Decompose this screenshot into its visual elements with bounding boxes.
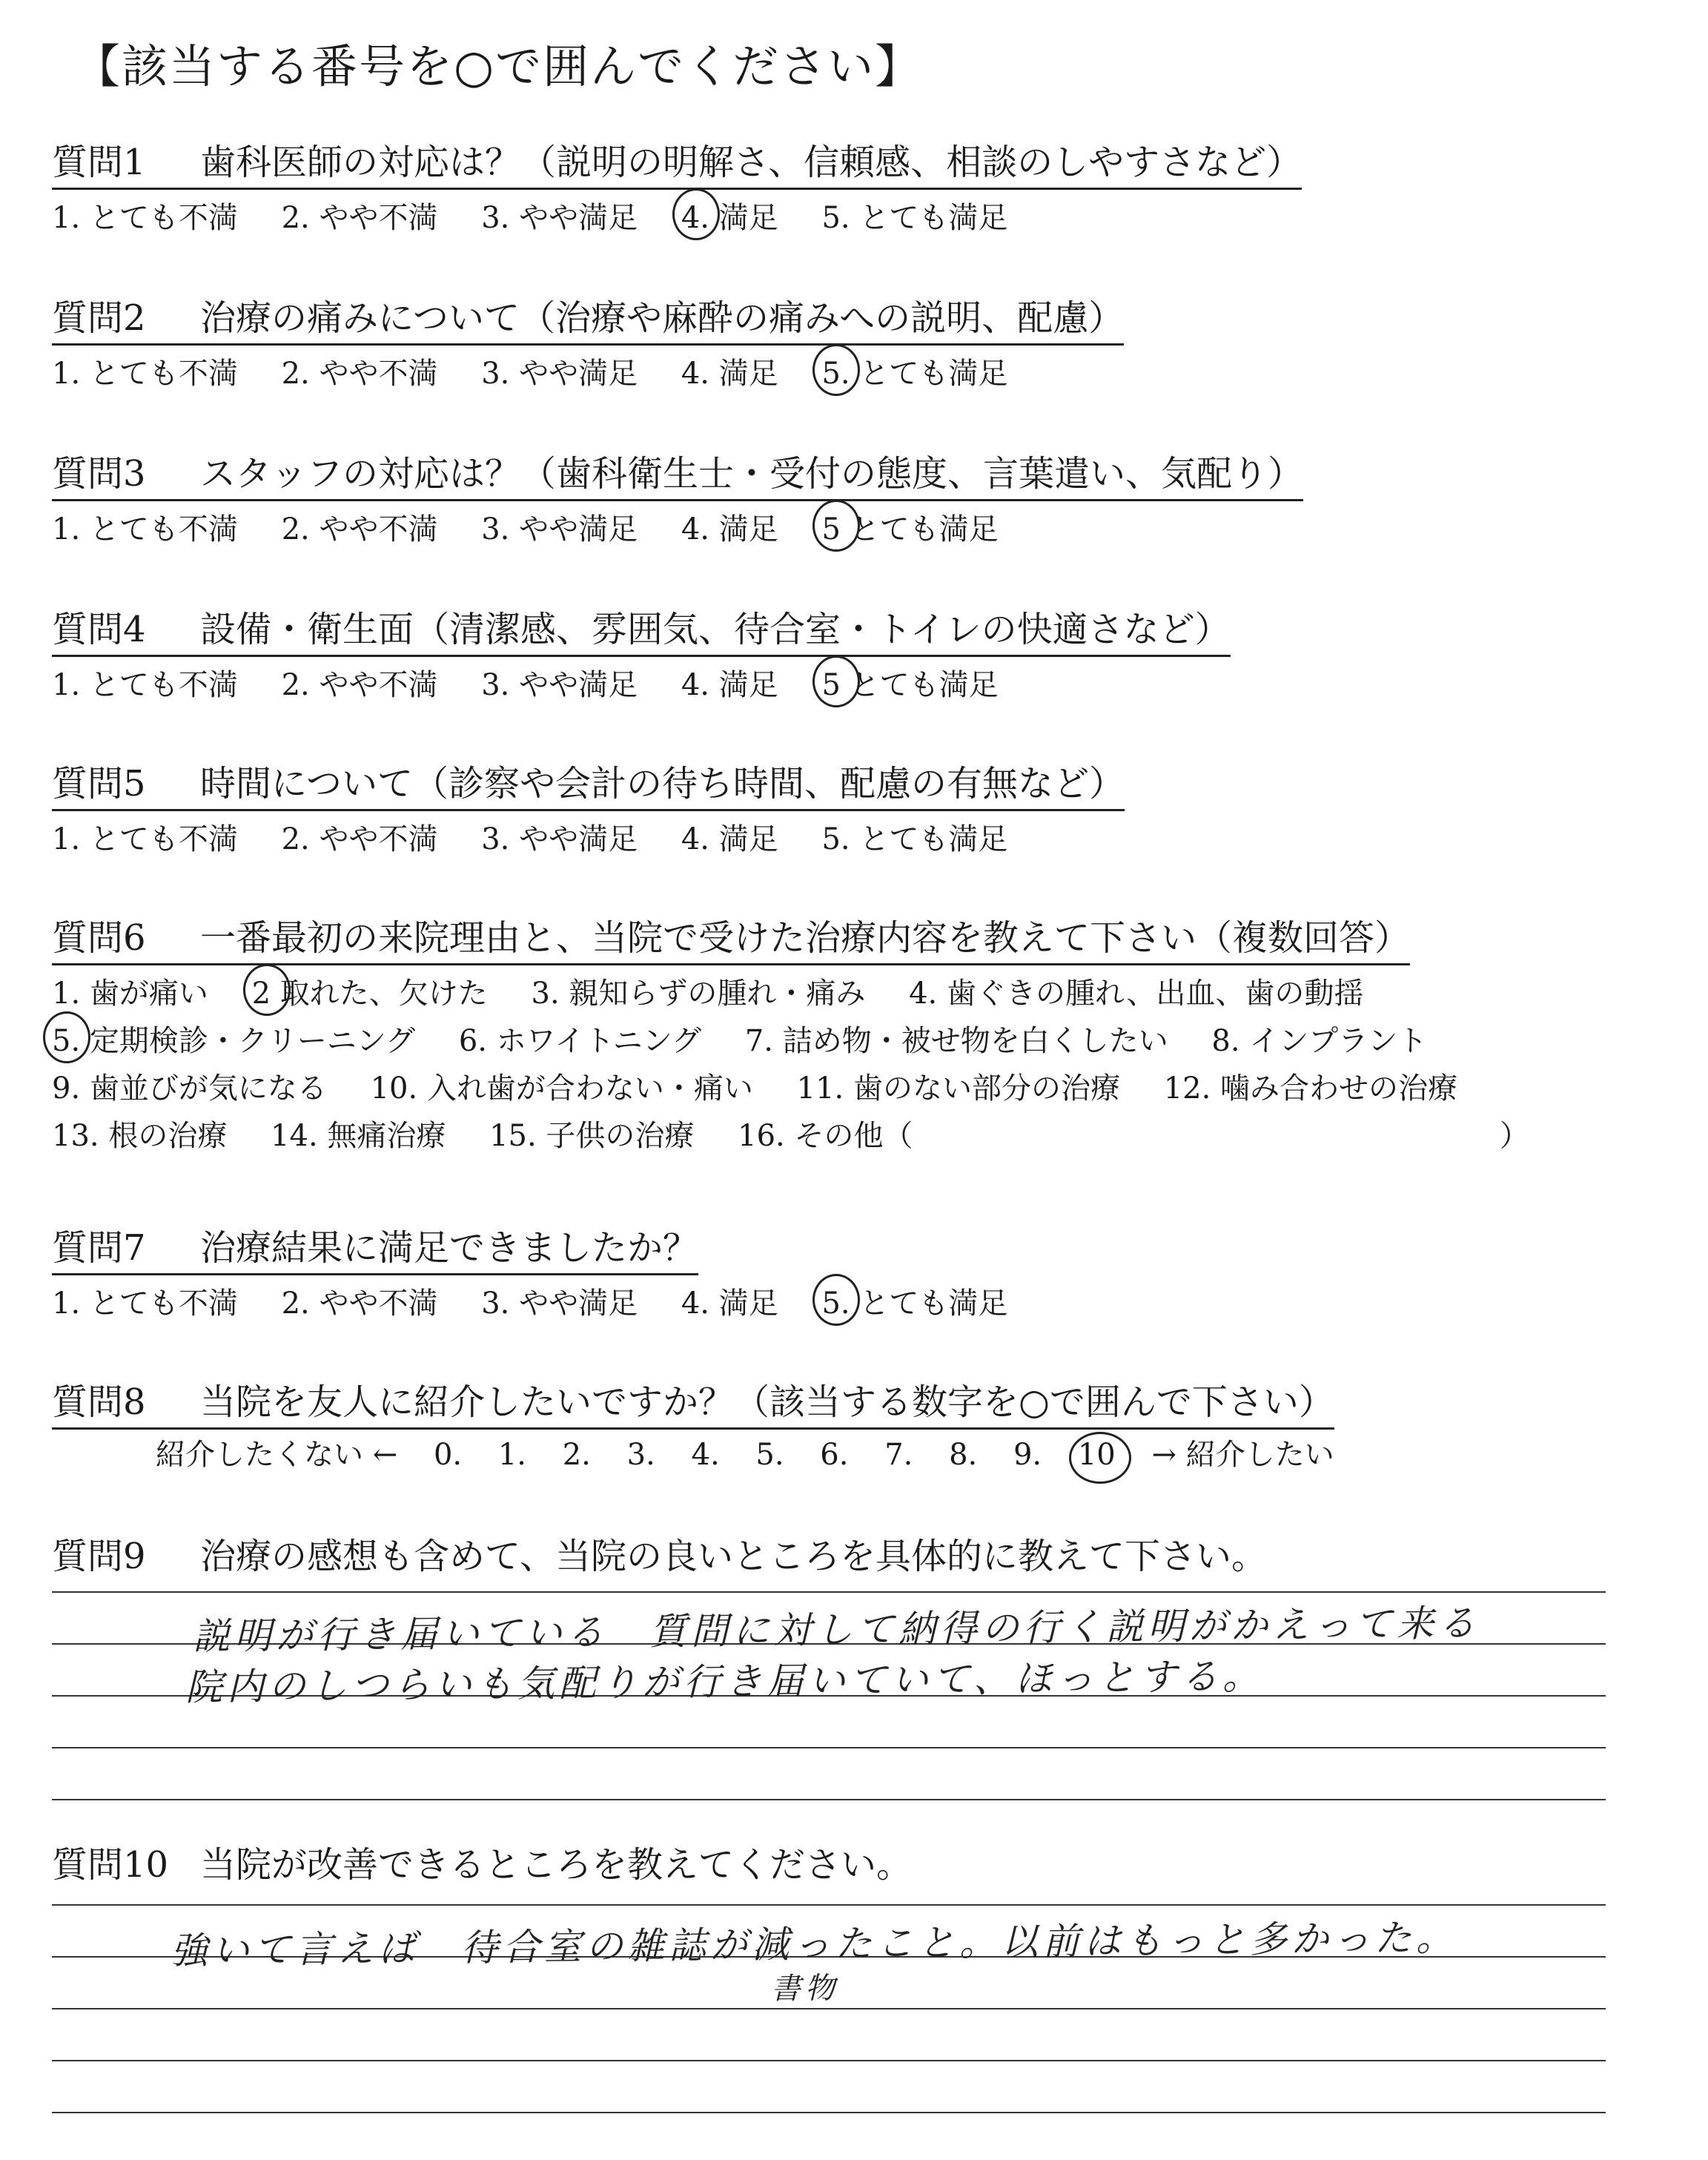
q8-scale-4[interactable]: 4. (691, 1438, 720, 1472)
q4-options (52, 661, 1033, 704)
q1-text: 歯科医師の対応は？（説明の明解さ、信頼感、相談のしやすさなど） (200, 142, 1302, 183)
question-7 (52, 1219, 698, 1275)
q3-option-5-circled[interactable]: 5 とても満足 (821, 506, 998, 548)
q8-scale-10-circled[interactable]: 10 (1077, 1438, 1116, 1472)
q8-scale-left-label: 紹介したくない ← (156, 1438, 398, 1472)
q9-text: 治療の感想も含めて、当院の良いところを具体的に教えて下さい。 (200, 1536, 1268, 1577)
q5-option-5[interactable]: 5. とても満足 (821, 822, 1008, 856)
q5-option-2[interactable]: 2. やや不満 (281, 822, 438, 856)
q7-option-5-circled[interactable]: 5. とても満足 (821, 1280, 1007, 1322)
q7-option-4[interactable]: 4. 満足 (681, 1287, 778, 1321)
q2-option-4[interactable]: 4. 満足 (681, 357, 778, 391)
q8-scale-3[interactable]: 3. (626, 1438, 655, 1472)
q8-scale-8[interactable]: 8. (949, 1438, 978, 1472)
q8-scale (156, 1431, 1361, 1473)
q3-options (52, 506, 1033, 548)
q8-scale-1[interactable]: 1. (497, 1438, 527, 1472)
q8-text: 当院を友人に紹介したいですか？（該当する数字を○で囲んで下さい） (200, 1381, 1334, 1423)
q9-handwritten-answer-line-2[interactable]: 院内のしつらいも気配りが行き届いていて、ほっとする。 (185, 1654, 1265, 1709)
q3-option-3[interactable]: 3. やや満足 (481, 512, 638, 546)
q6-option-1[interactable]: 1. 歯が痛い (52, 977, 208, 1011)
q6-option-10[interactable]: 10. 入れ歯が合わない・痛い (370, 1071, 753, 1106)
q6-option-7[interactable]: 7. 詰め物・被せ物を白くしたい (744, 1024, 1168, 1058)
q9-handwritten-answer-line-1[interactable]: 説明が行き届いている 質問に対して納得の行く説明がかえって来る (192, 1601, 1480, 1659)
q4-option-2[interactable]: 2. やや不満 (281, 668, 438, 702)
q1-label: 質問1 (52, 142, 146, 183)
q6-option-12[interactable]: 12. 噛み合わせの治療 (1163, 1071, 1458, 1106)
q6-option-11[interactable]: 11. 歯のない部分の治療 (796, 1071, 1120, 1106)
q6-option-5-circled[interactable]: 5. 定期検診・クリーニング (52, 1017, 415, 1060)
q1-option-2[interactable]: 2. やや不満 (281, 201, 438, 235)
q7-option-2[interactable]: 2. やや不満 (281, 1287, 438, 1321)
q9-ruled-line (52, 1747, 1606, 1748)
q2-options (52, 350, 1042, 392)
q4-label: 質問4 (52, 609, 146, 650)
q1-options (52, 194, 1042, 237)
question-6 (52, 909, 1410, 965)
q10-handwritten-answer[interactable]: 強いて言えば 待合室の雑誌が減ったこと。以前はもっと多かった。 (170, 1915, 1458, 1973)
q5-option-4[interactable]: 4. 満足 (681, 822, 778, 856)
q6-option-13[interactable]: 13. 根の治療 (52, 1119, 228, 1153)
q4-option-3[interactable]: 3. やや満足 (481, 668, 638, 702)
question-10 (52, 1836, 912, 1887)
question-9 (52, 1527, 1267, 1579)
q5-label: 質問5 (52, 763, 146, 805)
q1-option-5[interactable]: 5. とても満足 (821, 201, 1008, 235)
q3-label: 質問3 (52, 453, 146, 495)
q6-option-2-circled[interactable]: 2 取れた、欠けた (252, 970, 488, 1012)
q8-scale-5[interactable]: 5. (755, 1438, 784, 1472)
q7-options (52, 1280, 1042, 1322)
q6-option-4[interactable]: 4. 歯ぐきの腫れ、出血、歯の動揺 (909, 977, 1364, 1011)
q2-label: 質問2 (52, 297, 146, 339)
q3-option-2[interactable]: 2. やや不満 (281, 512, 438, 546)
question-2 (52, 289, 1124, 346)
q6-option-8[interactable]: 8. インプラント (1211, 1024, 1428, 1058)
question-5 (52, 755, 1125, 811)
q7-text: 治療結果に満足できましたか？ (200, 1227, 699, 1269)
q6-text: 一番最初の来院理由と、当院で受けた治療内容を教えて下さい（複数回答） (200, 917, 1411, 959)
q4-option-4[interactable]: 4. 満足 (681, 668, 778, 702)
q6-row-2 (52, 1017, 1461, 1060)
q8-scale-9[interactable]: 9. (1013, 1438, 1042, 1472)
q6-option-16-close-paren: ） (1499, 1119, 1529, 1153)
q10-text: 当院が改善できるところを教えてください。 (200, 1844, 913, 1886)
q8-scale-6[interactable]: 6. (820, 1438, 849, 1472)
q4-text: 設備・衛生面（清潔感、雰囲気、待合室・トイレの快適さなど） (200, 609, 1231, 650)
q4-option-1[interactable]: 1. とても不満 (52, 668, 238, 702)
question-8 (52, 1373, 1334, 1430)
q6-row-4 (52, 1112, 1563, 1155)
q10-handwritten-note: 書物 (770, 1971, 840, 2007)
q10-ruled-line (52, 1904, 1606, 1906)
q5-options (52, 816, 1042, 858)
q8-label: 質問8 (52, 1381, 146, 1423)
q3-option-4[interactable]: 4. 満足 (681, 512, 778, 546)
q9-ruled-line (52, 1799, 1606, 1800)
q2-text: 治療の痛みについて（治療や麻酔の痛みへの説明、配慮） (200, 297, 1125, 339)
q1-option-3[interactable]: 3. やや満足 (481, 201, 638, 235)
page-title: 【該当する番号を○で囲んでください】 (74, 39, 923, 93)
q10-ruled-line (52, 2112, 1606, 2113)
q2-option-5-circled[interactable]: 5. とても満足 (821, 350, 1007, 392)
q6-option-6[interactable]: 6. ホワイトニング (458, 1024, 702, 1058)
q2-option-2[interactable]: 2. やや不満 (281, 357, 438, 391)
q6-option-16[interactable]: 16. その他（ (738, 1119, 913, 1153)
q6-row-3 (52, 1065, 1492, 1107)
q3-text: スタッフの対応は？（歯科衛生士・受付の態度、言葉遣い、気配り） (200, 453, 1304, 495)
q2-option-3[interactable]: 3. やや満足 (481, 357, 638, 391)
q1-option-1[interactable]: 1. とても不満 (52, 201, 238, 235)
q8-scale-right-label: → 紹介したい (1151, 1438, 1334, 1472)
q10-ruled-line (52, 2060, 1606, 2061)
q10-ruled-line (52, 2008, 1606, 2009)
q6-row-1 (52, 970, 1397, 1012)
q6-label: 質問6 (52, 917, 146, 959)
q3-option-1[interactable]: 1. とても不満 (52, 512, 238, 546)
question-3 (52, 445, 1303, 501)
q7-label: 質問7 (52, 1227, 146, 1269)
q5-option-1[interactable]: 1. とても不満 (52, 822, 238, 856)
q1-option-4-circled[interactable]: 4. 満足 (681, 194, 778, 237)
q4-option-5-circled[interactable]: 5 とても満足 (821, 661, 998, 704)
question-1 (52, 133, 1302, 190)
q9-label: 質問9 (52, 1536, 146, 1577)
q8-scale-2[interactable]: 2. (562, 1438, 591, 1472)
q6-option-14[interactable]: 14. 無痛治療 (271, 1119, 446, 1153)
q2-option-1[interactable]: 1. とても不満 (52, 357, 238, 391)
q6-option-15[interactable]: 15. 子供の治療 (489, 1119, 695, 1153)
q7-option-3[interactable]: 3. やや満足 (481, 1287, 638, 1321)
q5-option-3[interactable]: 3. やや満足 (481, 822, 638, 856)
q8-scale-7[interactable]: 7. (884, 1438, 913, 1472)
q8-scale-0[interactable]: 0. (433, 1438, 463, 1472)
q10-label: 質問10 (52, 1844, 169, 1886)
q6-option-9[interactable]: 9. 歯並びが気になる (52, 1071, 327, 1106)
q6-option-3[interactable]: 3. 親知らずの腫れ・痛み (531, 977, 866, 1011)
q5-text: 時間について（診察や会計の待ち時間、配慮の有無など） (200, 763, 1125, 805)
q7-option-1[interactable]: 1. とても不満 (52, 1287, 238, 1321)
q9-ruled-line (52, 1591, 1606, 1593)
question-4 (52, 601, 1231, 657)
